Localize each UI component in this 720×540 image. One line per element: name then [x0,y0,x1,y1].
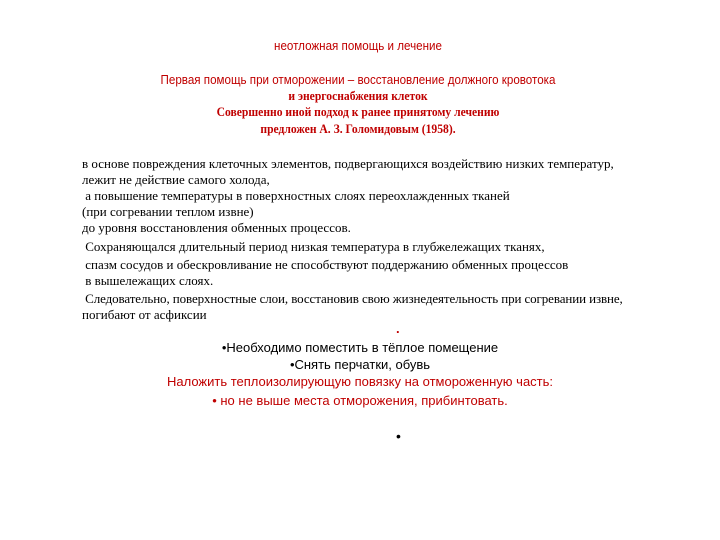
heading-line-2: и энергоснабжения клеток [288,88,428,103]
separator-dot: . [396,321,400,336]
body-line-3: а повышение температуры в поверхностных слоях переохлажденных тканей [82,188,510,203]
heading-line-1: Первая помощь при отморожении – восстановление должного кровотока [160,72,556,87]
body-line-10: погибают от асфиксии [82,307,207,322]
heading-line-3: Совершенно иной подход к ранее принятому лечению [216,104,500,119]
bullet-remove-gloves: •Снять перчатки, обувь [289,357,431,372]
bullet-bandage-location: • но не выше места отморожения, прибинтовать. [212,393,508,408]
body-line-5: до уровня восстановления обменных процессов. [82,220,351,235]
body-line-8: в вышележащих слоях. [82,273,214,288]
body-line-1: в основе повреждения клеточных элементов, подвергающихся воздействию низких температур, [82,156,614,171]
body-line-9: Следовательно, поверхностные слои, восстановив свою жизнедеятельность при согревании извне, [82,291,623,306]
body-line-4: (при согревании теплом извне) [82,204,254,219]
body-line-7: спазм сосудов и обескровливание не способствуют поддержанию обменных процессов [82,257,569,272]
trailing-bullet: • [396,428,401,444]
body-line-2: лежит не действие самого холода, [82,172,270,187]
body-line-6: Сохраняющался длительный период низкая температура в глубжележащих тканях, [82,239,545,254]
bullet-insulating-bandage: Наложить теплоизолирующую повязку на отмороженную часть: [166,374,554,389]
heading-line-4: предложен А. З. Голомидовым (1958). [260,121,456,136]
slide-title: неотложная помощь и лечение [274,38,442,53]
bullet-warm-room: •Необходимо поместить в тёплое помещение [221,340,499,355]
